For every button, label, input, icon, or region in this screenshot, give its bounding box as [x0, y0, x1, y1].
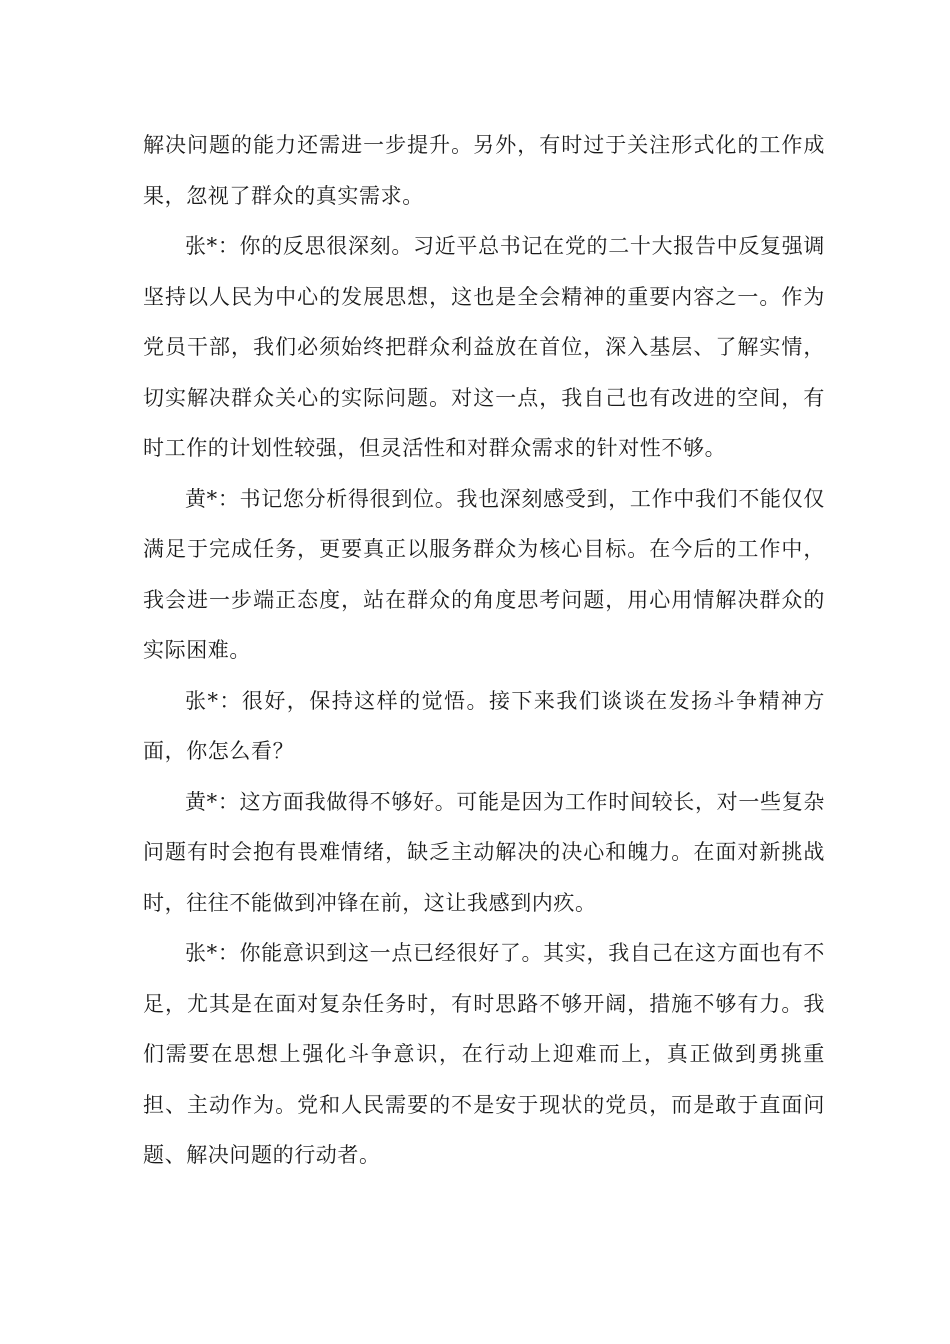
- paragraph-continuation: 解决问题的能力还需进一步提升。另外，有时过于关注形式化的工作成果，忽视了群众的真实需求。: [143, 133, 825, 208]
- paragraph-huang-self-critique: 黄*：这方面我做得不够好。可能是因为工作时间较长，对一些复杂问题有时会抱有畏难情绪，缺乏主动解决的决心和魄力。在面对新挑战时，往往不能做到冲锋在前，这让我感到内疚。: [143, 789, 825, 915]
- paragraph-zhang-question: 张*：很好，保持这样的觉悟。接下来我们谈谈在发扬斗争精神方面，你怎么看？: [143, 688, 825, 763]
- paragraph-zhang-conclusion: 张*：你能意识到这一点已经很好了。其实，我自己在这方面也有不足，尤其是在面对复杂任务时，有时思路不够开阔，措施不够有力。我们需要在思想上强化斗争意识，在行动上迎难而上，真正做到勇挑重担、主动作为。党和人民需要的不是安于现状的党员，而是敢于直面问题、解决问题的行动者。: [143, 941, 825, 1167]
- document-body: [143, 120, 825, 1181]
- paragraph-zhang-reflection: 张*：你的反思很深刻。习近平总书记在党的二十大报告中反复强调坚持以人民为中心的发展思想，这也是全会精神的重要内容之一。作为党员干部，我们必须始终把群众利益放在首位，深入基层、了解实情，切实解决群众关心的实际问题。对这一点，我自己也有改进的空间，有时工作的计划性较强，但灵活性和对群众需求的针对性不够。: [143, 234, 825, 460]
- paragraph-huang-response: 黄*：书记您分析得很到位。我也深刻感受到，工作中我们不能仅仅满足于完成任务，更要真正以服务群众为核心目标。在今后的工作中，我会进一步端正态度，站在群众的角度思考问题，用心用情解决群众的实际困难。: [143, 486, 825, 662]
